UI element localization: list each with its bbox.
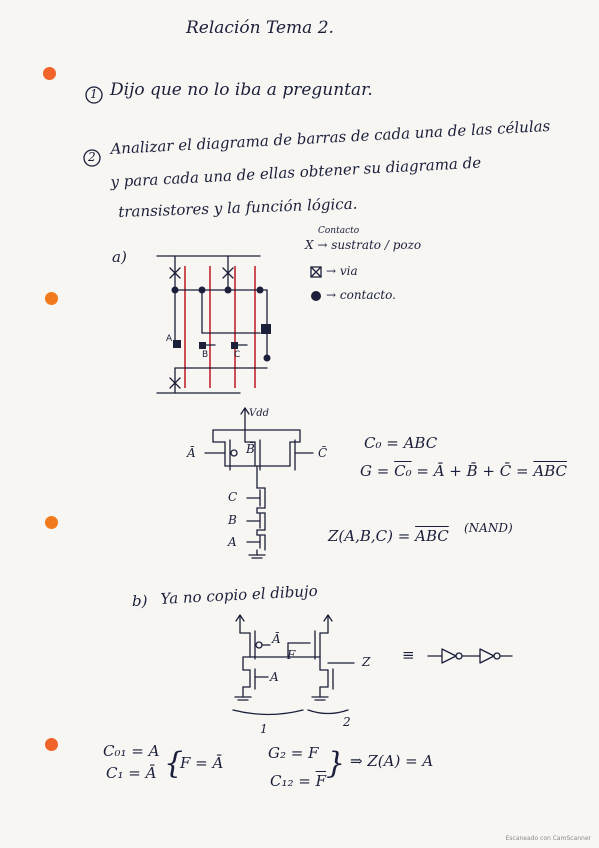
series-input-a: A — [228, 535, 237, 549]
label-z: Z — [362, 655, 371, 669]
part-b-text: Ya no copio el dibujo — [160, 581, 319, 608]
stick-input-c: C — [234, 350, 241, 360]
equation-c1: C₁ = Ā — [106, 764, 157, 782]
equivalence-symbol: ≡ — [402, 646, 415, 664]
page-title: Relación Tema 2. — [186, 18, 334, 38]
buffer-chain-icon — [428, 646, 528, 666]
stick-diagram — [155, 248, 315, 398]
input-c-bar: C̄ — [318, 446, 328, 460]
equation-c01: C₀₁ = A — [103, 742, 160, 760]
legend-substrate: X → sustrato / pozo — [305, 238, 422, 252]
nand-label: (NAND) — [464, 521, 513, 535]
equation-g2: G₂ = F — [268, 744, 319, 762]
question-2-number: 2 — [88, 150, 96, 164]
transistor-diagram-a — [185, 408, 345, 558]
curly-brace-left: { — [164, 746, 184, 781]
curly-brace-right: } — [326, 746, 346, 781]
series-input-c: C — [228, 490, 238, 504]
label-two: 2 — [343, 715, 351, 729]
equation-g-c0-bar: C₀ — [394, 462, 412, 480]
binder-hole — [43, 67, 56, 80]
stick-input-a: A — [166, 334, 173, 344]
via-symbol-icon — [310, 266, 322, 278]
equation-c12 — [270, 772, 326, 790]
equation-c12-lhs: C₁₂ = — [270, 772, 316, 790]
equation-c12-f-bar: $\overline{F}$ — [315, 772, 327, 790]
equation-g-mid: = Ā + B̄ + C̄ = — [411, 462, 534, 480]
part-a-label: a) — [112, 248, 127, 266]
legend-via: → via — [326, 264, 358, 278]
stick-input-b: B — [202, 350, 209, 360]
equation-g-lhs: G = — [360, 462, 395, 480]
equation-g-abc-bar: $\overline{ABC}$ — [533, 462, 567, 480]
label-a-bar: Ā — [272, 632, 281, 646]
question-2-line-3: transistores y la función lógica. — [118, 194, 358, 221]
equation-g — [360, 462, 567, 480]
question-2-line-2: y para cada una de ellas obtener su diagrama de — [110, 153, 482, 191]
legend-contacto: → contacto. — [326, 288, 396, 302]
question-2-line-1: Analizar el diagrama de barras de cada una de las células — [110, 116, 551, 158]
equation-result: ⇒ Z(A) = A — [350, 752, 434, 770]
scanner-watermark: Escaneado con CamScanner — [505, 835, 591, 842]
label-f: F — [287, 648, 296, 662]
input-a-bar: Ā — [187, 446, 196, 460]
part-b-label: b) — [132, 592, 148, 610]
binder-hole — [45, 738, 58, 751]
vdd-label: Vdd — [249, 408, 270, 419]
transistor-diagram-b — [228, 615, 378, 725]
binder-hole — [45, 292, 58, 305]
contact-symbol-icon — [310, 290, 322, 302]
question-1-text: Dijo que no lo iba a preguntar. — [110, 80, 373, 100]
binder-hole — [45, 516, 58, 529]
label-a: A — [270, 670, 279, 684]
legend-contacto-small: Contacto — [318, 226, 360, 236]
equation-f: F = Ā — [180, 754, 224, 772]
equation-z-abc-bar: $\overline{ABC}$ — [415, 527, 449, 545]
series-input-b: B — [228, 513, 237, 527]
equation-z — [328, 527, 449, 545]
label-one: 1 — [260, 722, 268, 736]
equation-z-lhs: Z(A,B,C) = — [328, 527, 416, 545]
question-1-number: 1 — [90, 87, 98, 101]
input-b-bar: B̄ — [246, 442, 255, 456]
equation-c0: C₀ = ABC — [364, 434, 438, 452]
